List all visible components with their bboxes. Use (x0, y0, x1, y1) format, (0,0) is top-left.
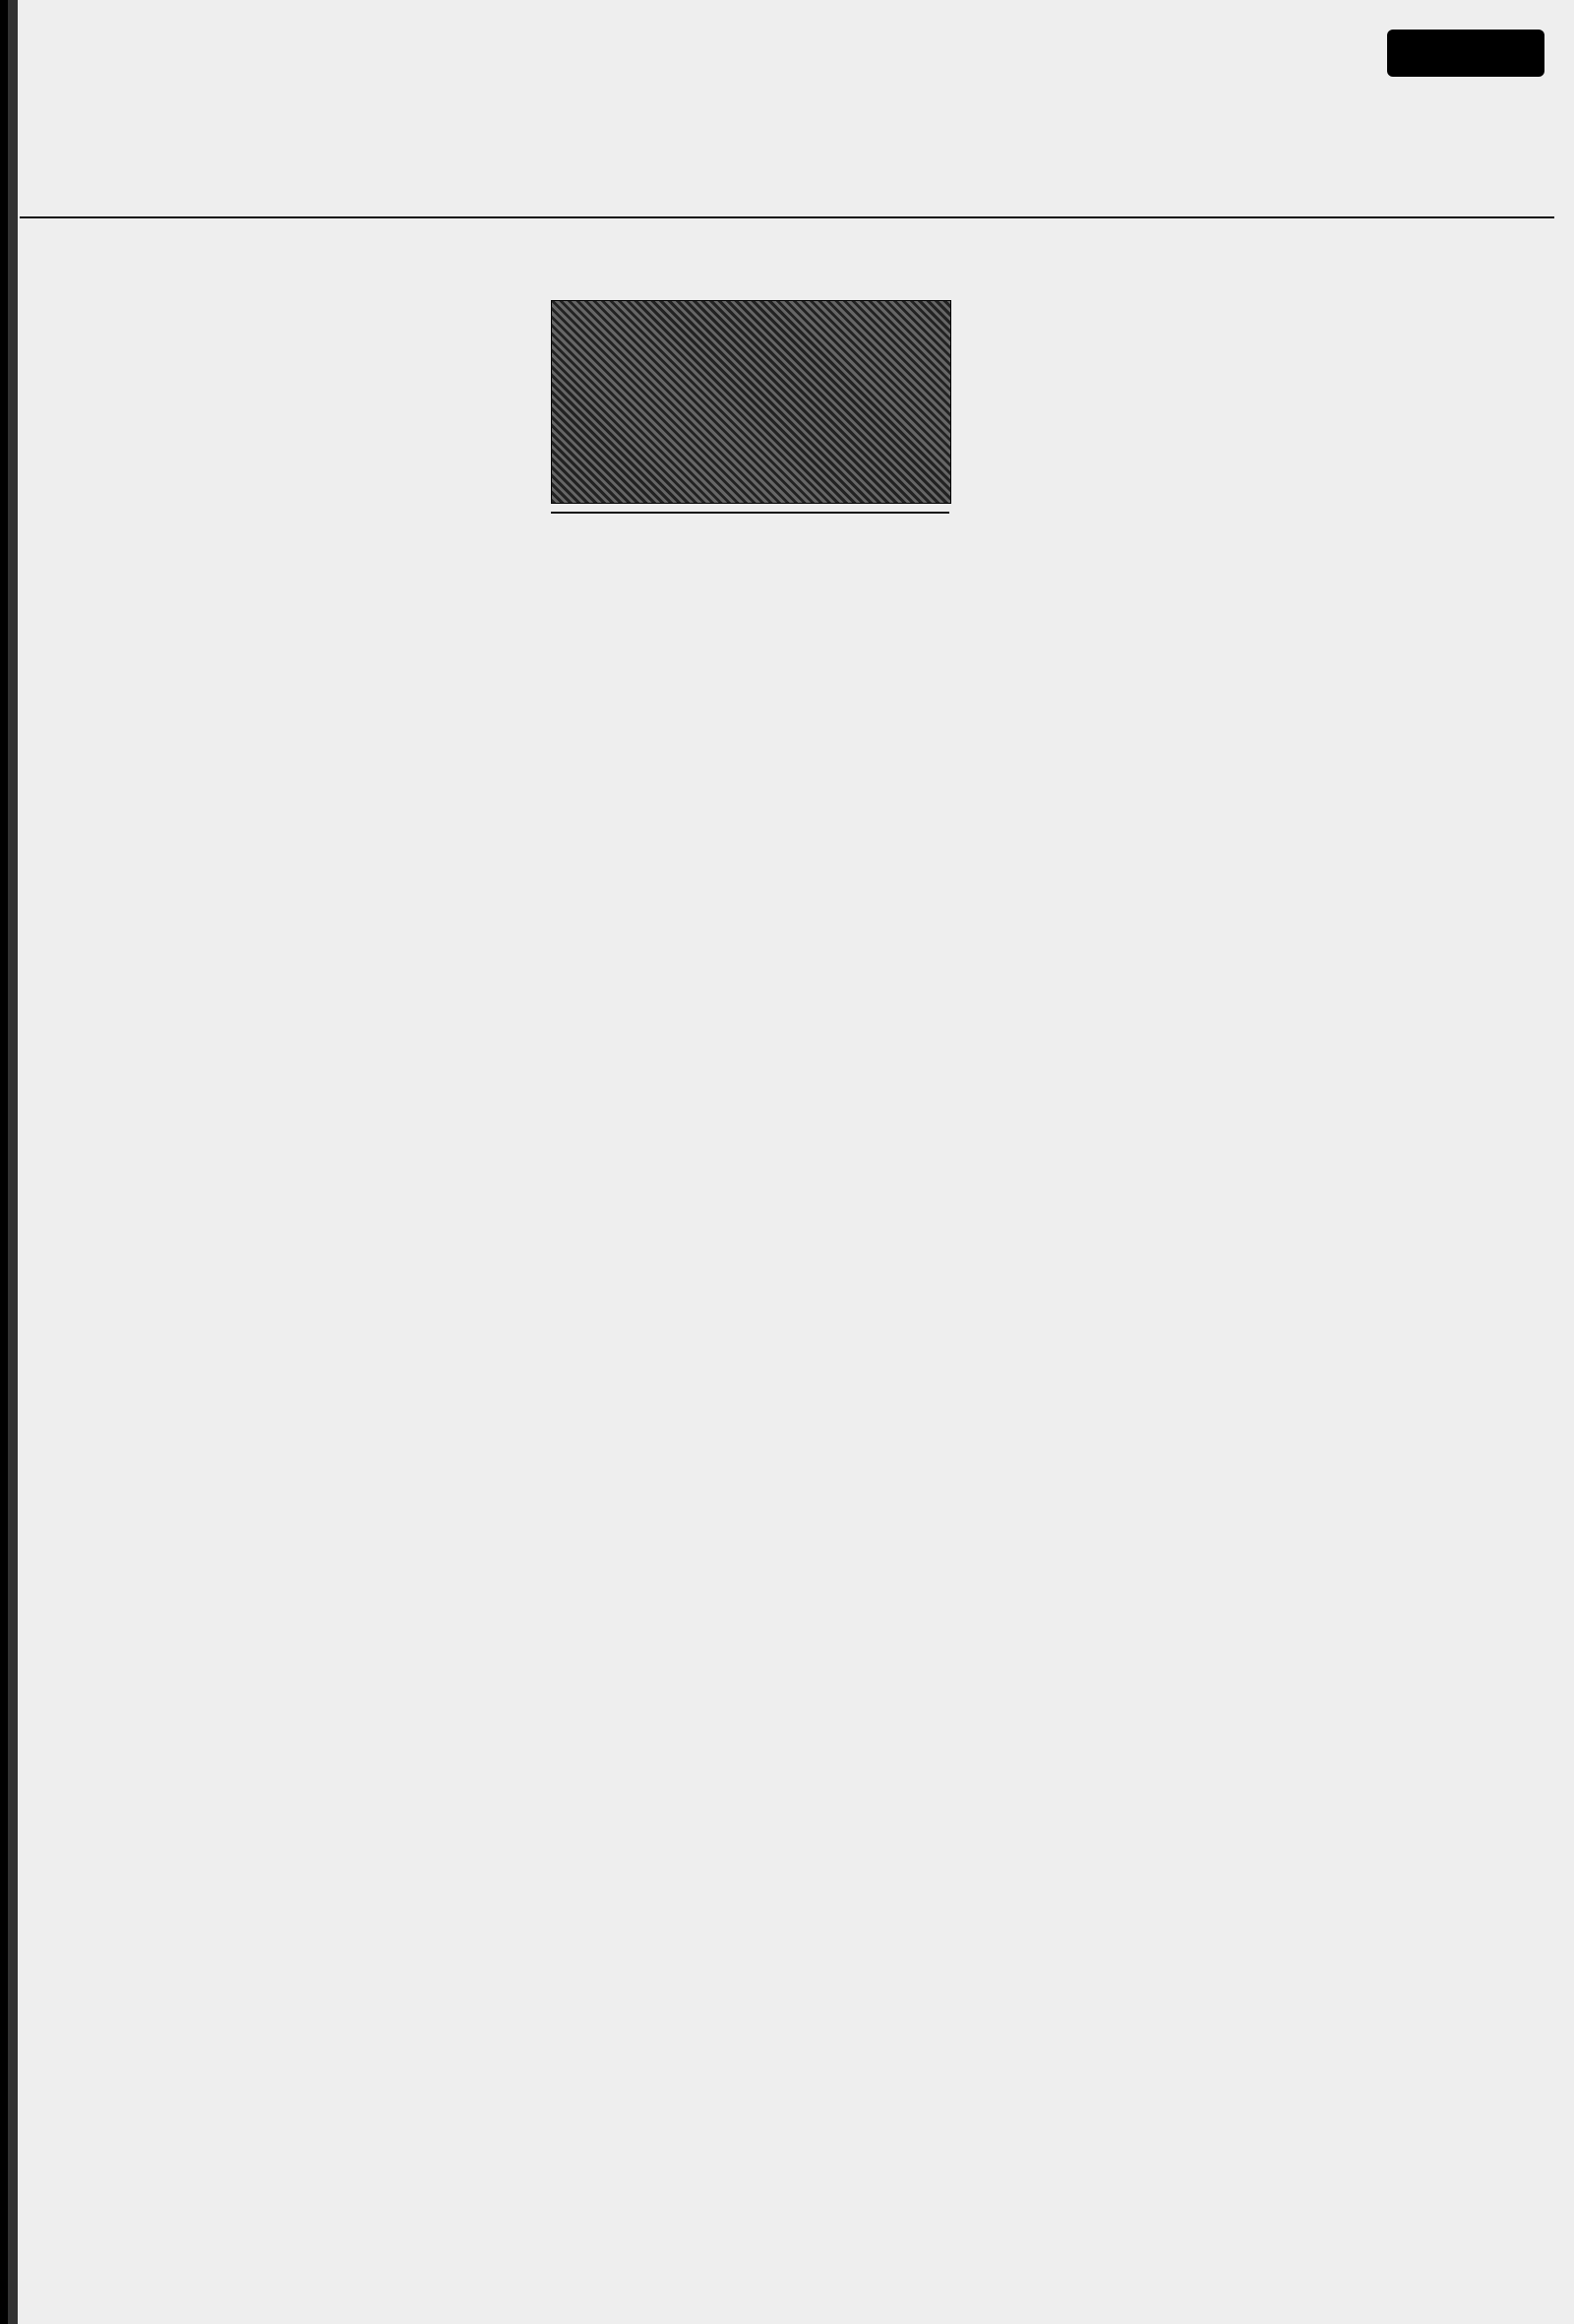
page-logo (1387, 30, 1544, 77)
news-photo (551, 300, 951, 504)
top-rule (20, 216, 1554, 218)
photo-rule (551, 512, 949, 514)
left-edge-strip (0, 0, 18, 2324)
